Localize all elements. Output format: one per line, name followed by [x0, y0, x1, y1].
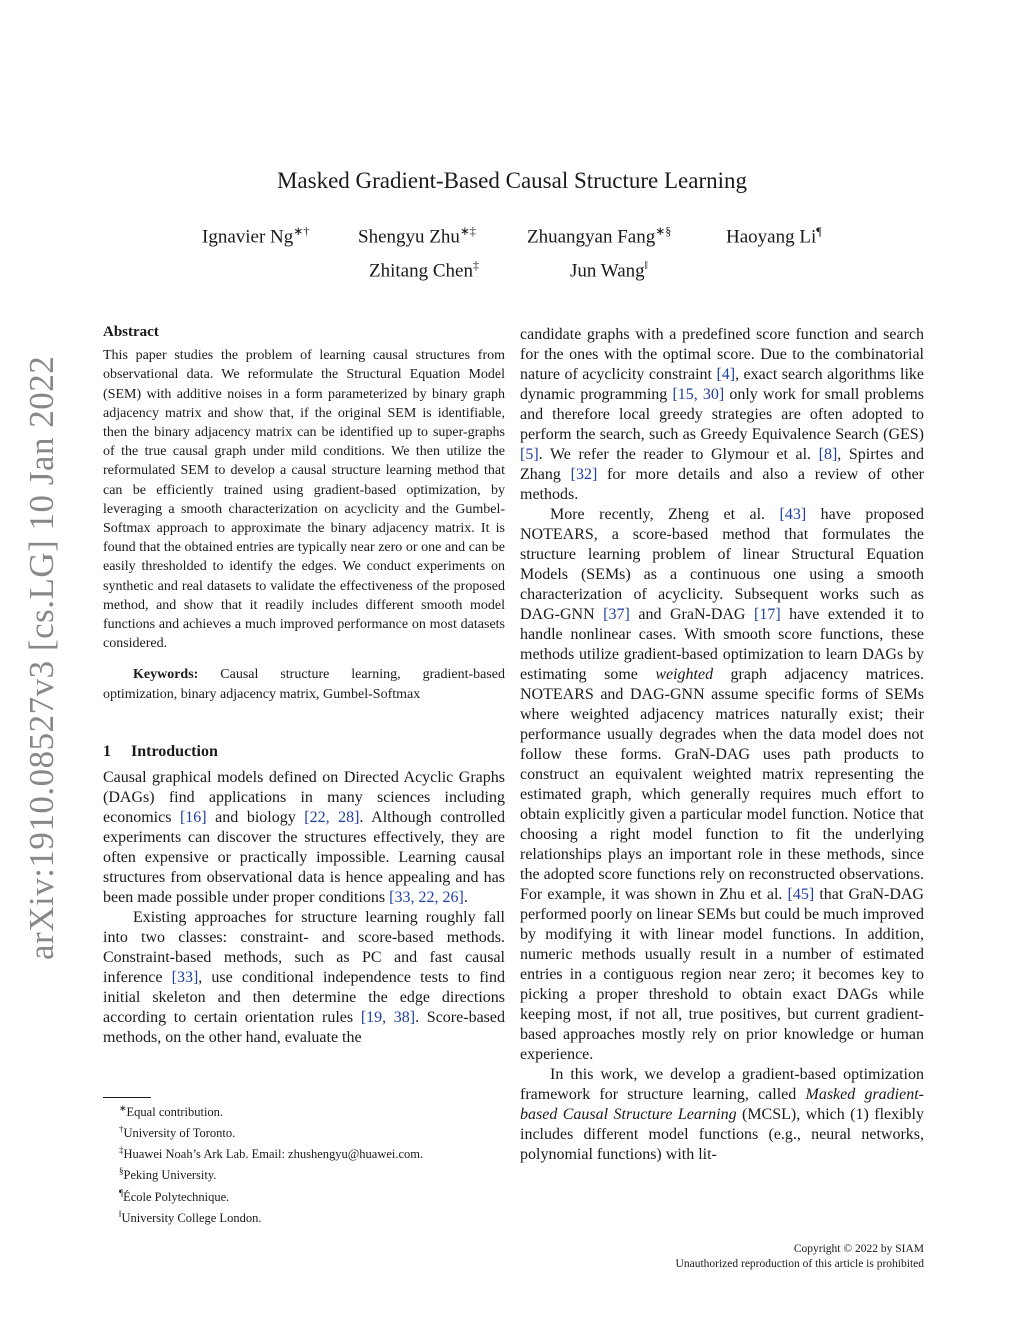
footnotes — [103, 1100, 523, 1227]
footnote: ¶École Polytechnique. — [119, 1187, 230, 1204]
author: Jun Wang‖ — [570, 258, 649, 282]
footnote: §Peking University. — [119, 1166, 217, 1183]
author: Ignavier Ng∗† — [202, 224, 310, 248]
citation-link[interactable]: [4] — [716, 366, 736, 383]
citation-link[interactable]: [16] — [179, 809, 207, 826]
copyright-line: Copyright © 2022 by SIAM — [793, 1243, 924, 1255]
citation-link[interactable]: [15, 30] — [672, 386, 725, 403]
right-column — [520, 325, 924, 1165]
footnote: ‖University College London. — [119, 1208, 262, 1225]
citation-link[interactable]: [17] — [754, 606, 781, 623]
paragraph: Causal graphical models defined on Directed Acyclic Graphs (DAGs) find applications in many sciences including economics [16] and biology [22, 28]. Although controlled experiments can discover the structures effectively, they are often expensive or practically impossible. Learning causal structures from observational data is hence appealing and has been made possible under proper conditions [33, 22, 26]. — [103, 769, 505, 906]
paragraph: Existing approaches for structure learning roughly fall into two classes: constraint- and score-based methods. Constraint-based methods, such as PC and fast causal inference [33], use conditional independence tests to find initial skeleton and then determine the edge directions according to certain orientation rules [19, 38]. Score-based methods, on the other hand, evaluate the — [103, 909, 505, 1046]
citation-link[interactable]: [33] — [171, 969, 199, 986]
copyright-line: Unauthorized reproduction of this article is prohibited — [675, 1258, 924, 1270]
citation-link[interactable]: [5] — [520, 446, 539, 463]
keywords — [103, 665, 505, 703]
footnote-divider — [103, 1097, 151, 1098]
paragraph: More recently, Zheng et al. [43] have proposed NOTEARS, a score-based method that formulates the structure learning problem of linear Structural Equation Models (SEMs) as a continuous one using a smooth characterization of acyclicity. Subsequent works such as DAG-GNN [37] and GraN-DAG [17] have extended it to handle nonlinear cases. With smooth score functions, these methods utilize gradient-based optimization to learn DAGs by estimating some weighted graph adjacency matrices. NOTEARS and DAG-GNN assume specific forms of SEMs where weighted adjacency matrices naturally exist; their performance usually degrades when the data model does not follow these forms. GraN-DAG uses path products to construct an equivalent weighted matrix representing the estimated graph, which generally requires much effort to obtain explicitly given a particular model function. Notice that choosing a right model function to fit the underlying relationships plays an important role in these methods, since the adopted score functions rely on reconstructed observations. For example, it was shown in Zhu et al. [45] that GraN-DAG performed poorly on linear SEMs but could be much improved by modifying it with linear model functions. In addition, numeric methods usually result in a number of estimated entries in a contiguous region near zero; it becomes key to picking a proper threshold to obtain exact DAGs while keeping most, if not all, true positives, but current gradient-based approaches mostly rely on prior knowledge or human experience. — [520, 506, 925, 1063]
author: Haoyang Li¶ — [726, 224, 822, 248]
introduction-section — [103, 742, 505, 1048]
abstract-heading: Abstract — [103, 324, 159, 340]
author: Zhitang Chen‡ — [369, 258, 479, 282]
section-heading — [103, 742, 505, 762]
citation-link[interactable]: [32] — [570, 466, 598, 483]
paragraph: In this work, we develop a gradient-based optimization framework for structure learning, called Masked gradient-based Causal Structure Learning (MCSL), which (1) flexibly includes different model functions (e.g., neural networks, polynomial functions) with lit- — [520, 1066, 924, 1163]
citation-link[interactable]: [33, 22, 26] — [389, 889, 464, 906]
abstract-body: This paper studies the problem of learning causal structures from observational data. We reformulate the Structural Equation Model (SEM) with additive noises in a form parameterized by binary graph adjacency matrix and show that, if the original SEM is identifiable, then the binary adjacency matrix can be identified up to super-graphs of the true causal graph under mild conditions. We then utilize the reformulated SEM to develop a causal structure learning method that can be efficiently trained using gradient-based optimization, by leveraging a smooth characterization on acyclicity and the Gumbel-Softmax approach to approximate the binary adjacency matrix. It is found that the obtained entries are typically near zero or one and can be easily thresholded to identify the edges. We conduct experiments on synthetic and real datasets to validate the effectiveness of the proposed method, and show that it readily includes different smooth model functions and achieves a much improved performance on most datasets considered. — [103, 348, 505, 652]
paper-title: Masked Gradient-Based Causal Structure Learning — [276, 168, 748, 193]
author: Shengyu Zhu∗‡ — [358, 224, 476, 248]
section-title: Introduction — [131, 743, 218, 760]
footnote: ∗Equal contribution. — [119, 1103, 224, 1120]
footnote: ‡Huawei Noah’s Ark Lab. Email: zhushengyu@huawei.com. — [119, 1145, 424, 1162]
paragraph: candidate graphs with a predefined score function and search for the ones with the optimal score. Due to the combinatorial nature of acyclicity constraint [4], exact search algorithms like dynamic programming [15, 30] only work for small problems and therefore local greedy strategies are often adopted to perform the search, such as Greedy Equivalence Search (GES) [5]. We refer the reader to Glymour et al. [8], Spirtes and Zhang [32] for more details and also a review of other methods. — [520, 326, 925, 503]
arxiv-identifier: arXiv:1910.08527v3 [cs.LG] 10 Jan 2022 — [22, 355, 61, 960]
section-number: 1 — [103, 743, 111, 760]
citation-link[interactable]: [19, 38] — [360, 1009, 416, 1026]
keywords-text: Causal structure learning, gradient-based optimization, binary adjacency matrix, Gumbel-Softmax — [103, 667, 505, 702]
citation-link[interactable]: [22, 28] — [304, 809, 360, 826]
citation-link[interactable]: [37] — [603, 606, 630, 623]
copyright-notice — [676, 1242, 924, 1272]
keywords-label: Keywords: — [133, 667, 199, 683]
citation-link[interactable]: [8] — [818, 446, 838, 463]
citation-link[interactable]: [45] — [787, 886, 815, 903]
citation-link[interactable]: [43] — [779, 506, 807, 523]
abstract-section — [103, 323, 505, 704]
author: Zhuangyan Fang∗§ — [527, 224, 672, 248]
footnote: †University of Toronto. — [119, 1124, 236, 1141]
